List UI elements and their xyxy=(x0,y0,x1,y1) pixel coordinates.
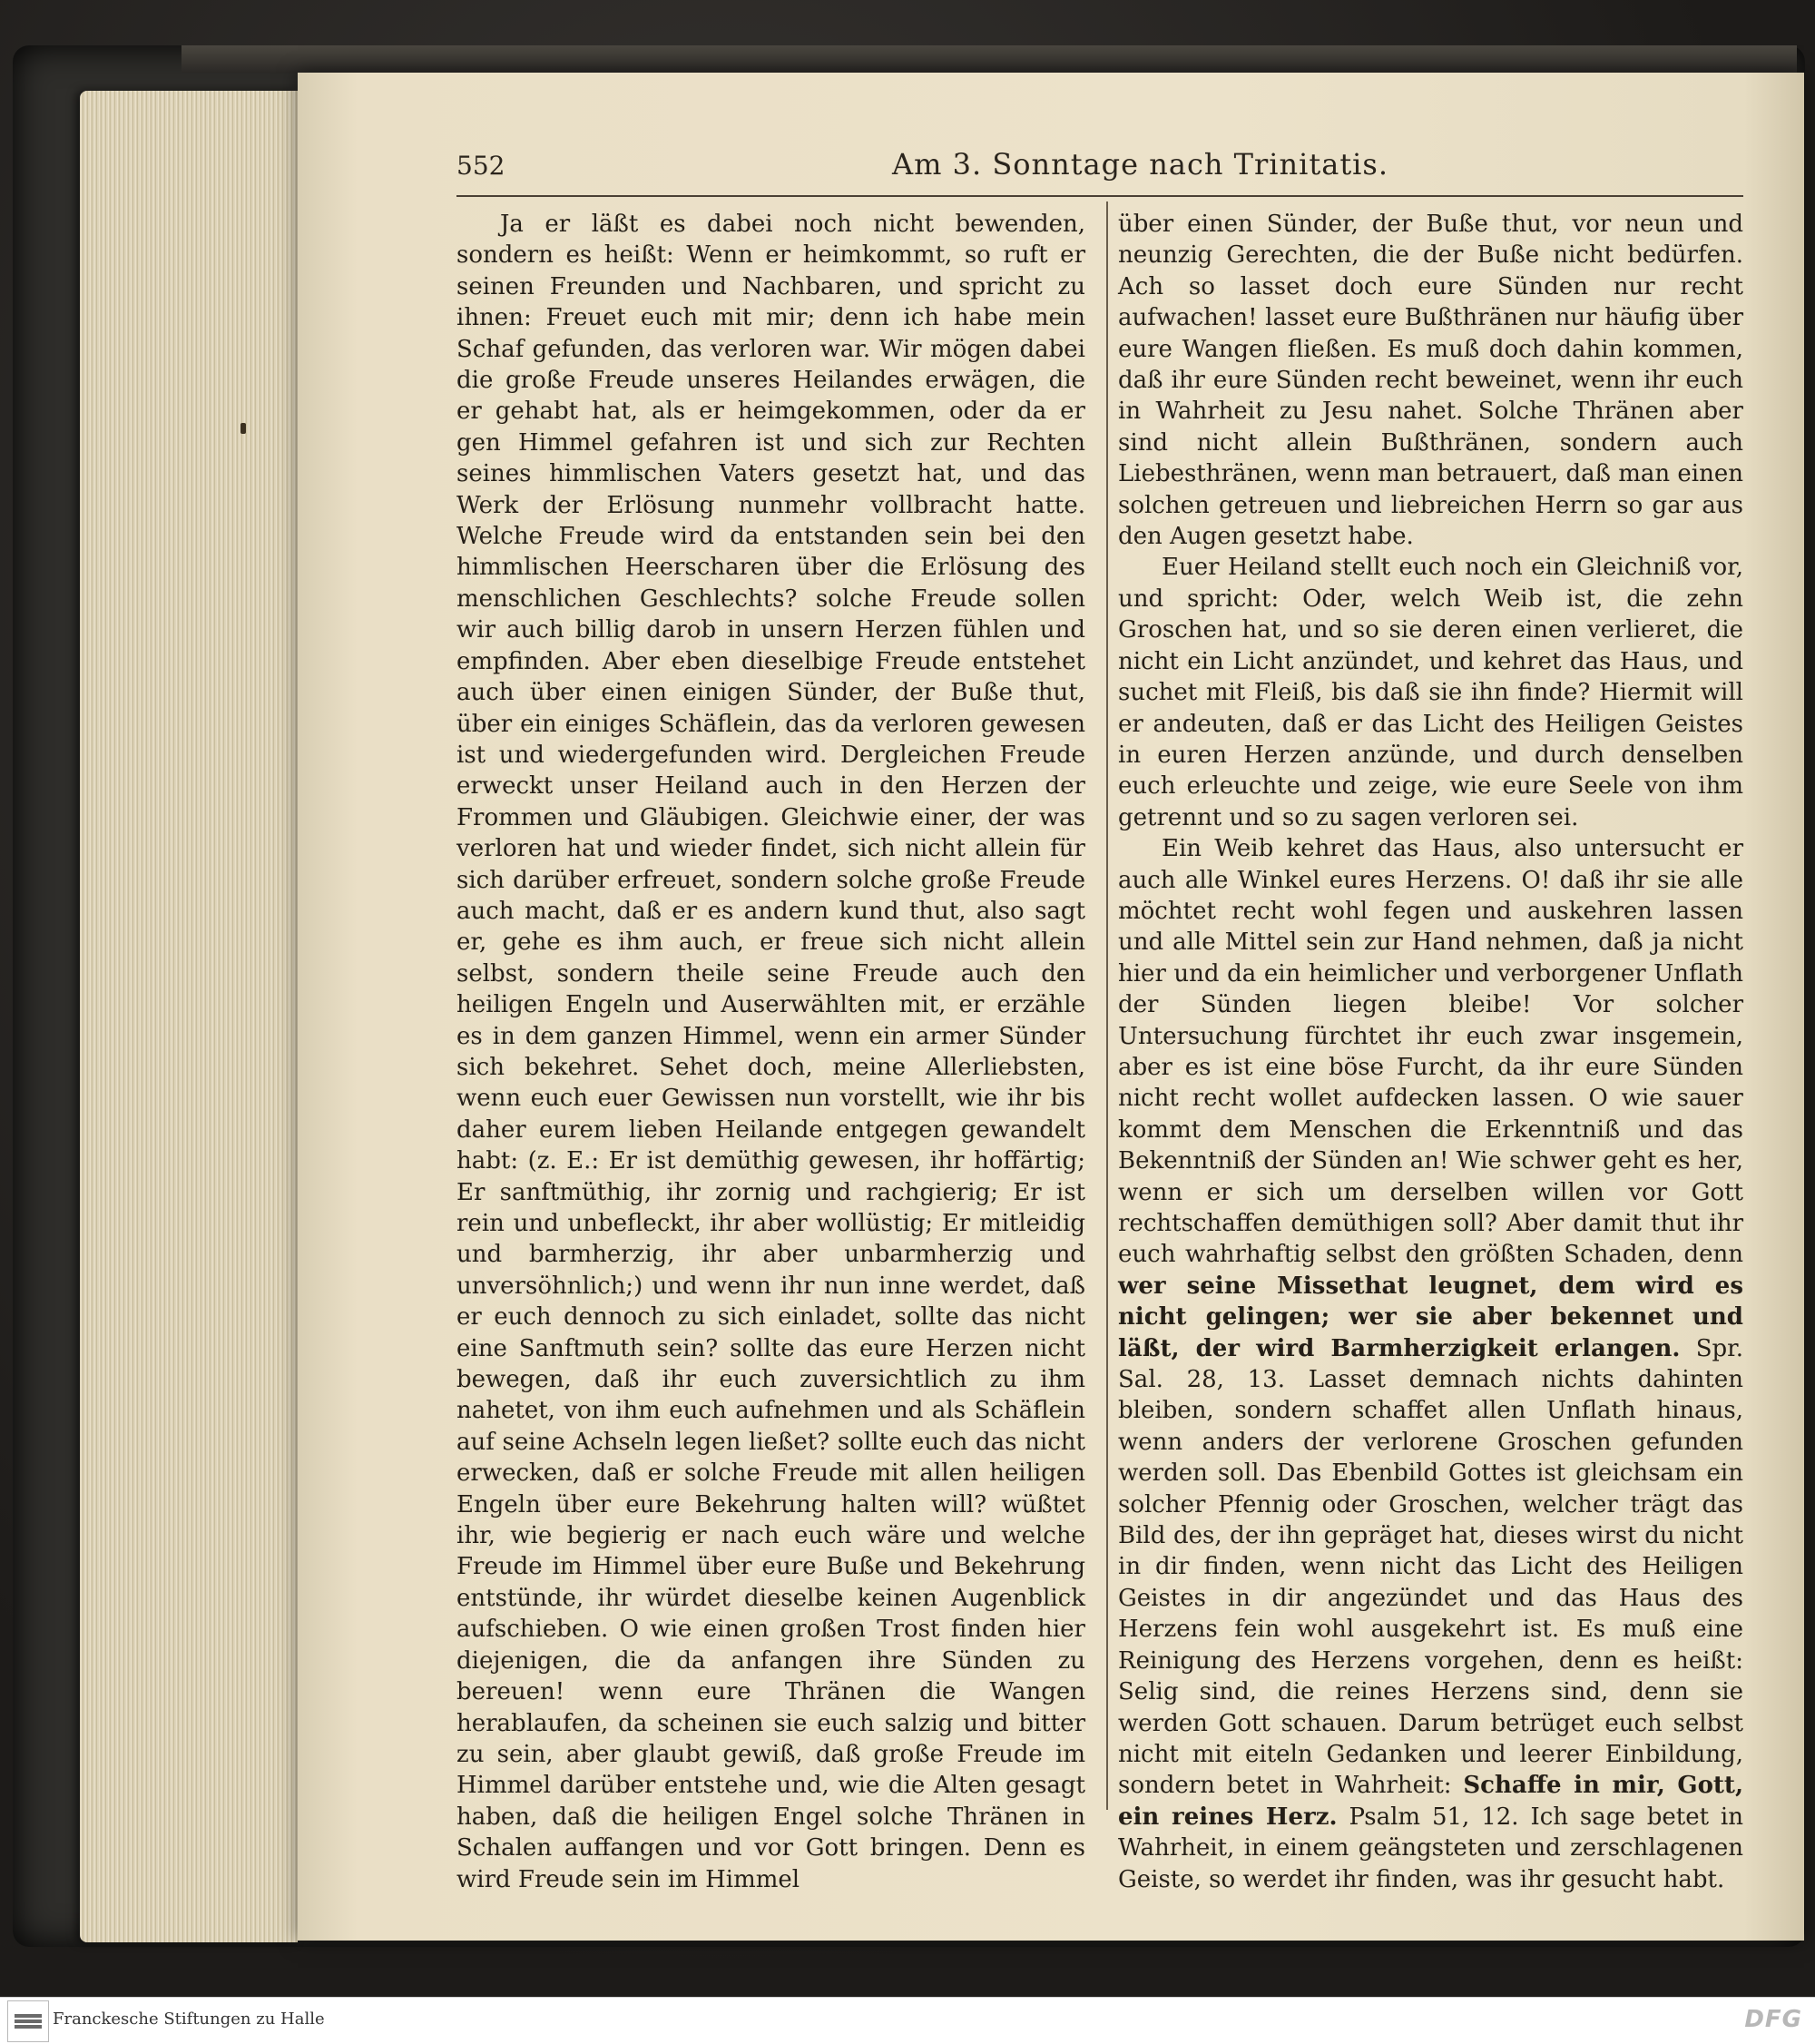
running-title: Am 3. Sonntage nach Trinitatis. xyxy=(892,147,1388,182)
paragraph-text: Ein Weib kehret das Haus, also untersucht er auch alle Winkel eures Herzens. O! daß ihr sie alle möchtet recht wohl fegen und auskehren lassen und alle Mittel sein zur Hand nehmen, daß ja nicht hier und da ein heimlicher und verborgener Unflath der Sünden liegen bleibe! Vor solcher Untersuchung fürchtet ihr euch zwar insgemein, aber es ist eine böse Furcht, da ihr eure Sünden nicht recht wollet aufdecken lassen. O wie sauer kommt dem Menschen die Erkenntniß und das Bekenntniß der Sünden an! Wie schwer geht es her, wenn er sich um derselben willen vor Gott rechtschaffen demüthigen soll? Aber damit thut ihr euch wahrhaftig selbst den größten Schaden, denn xyxy=(1118,835,1743,1269)
institution-logo-icon[interactable] xyxy=(7,2000,49,2042)
bible-quote-bold: Schaffe in mir, Gott, ein reines Herz. xyxy=(1118,1772,1743,1831)
paragraph xyxy=(1118,833,1743,1895)
bible-quote-bold: wer seine Missethat leugnet, dem wird es nicht gelingen; wer sie aber bekennet und läßt, der wird Barmherzigkeit erlangen. xyxy=(1118,1272,1743,1362)
column-divider xyxy=(1106,201,1108,1810)
paragraph-text: Psalm 51, 12. Ich sage betet in Wahrheit, in einem geängsteten und zerschlagenen Geiste, so werdet ihr finden, was ihr gesucht habt. xyxy=(1118,1803,1743,1893)
page-edges-stack xyxy=(80,91,298,1942)
paragraph: über einen Sünder, der Buße thut, vor neun und neunzig Gerechten, die der Buße nicht bedürfen. Ach so lasset doch eure Sünden nur recht aufwachen! lasset eure Bußthränen nur häufig über eure Wangen fließen. Es muß doch dahin kommen, daß ihr eure Sünden recht beweinet, wenn ihr euch in Wahrheit zu Jesu nahet. Solche Thränen aber sind nicht allein Bußthränen, sondern auch Liebesthränen, wenn man betrauert, daß man einen solchen getreuen und liebreichen Herrn so gar aus den Augen gesetzt habe. xyxy=(1118,211,1743,551)
paragraph-text: Spr. Sal. 28, 13. Lasset demnach nichts dahinten bleiben, sondern schaffet allen Unflath hinaus, wenn anders der verlorene Groschen gefunden werden soll. Das Ebenbild Gottes ist gleichsam ein solcher Pfennig oder Groschen, welcher trägt das Bild des, der ihn gepräget hat, dieses wirst du nicht in dir finden, wenn nicht das Licht des Heiligen Geistes in dir angezündet und das Haus des Herzens fein wohl ausgekehrt ist. Es muß eine Reinigung des Herzens vorgehen, denn es heißt: Selig sind, die reines Herzens sind, denn sie werden Gott schauen. Darum betrüget euch selbst nicht mit eiteln Gedanken und leerer Einbildung, sondern betet in Wahrheit: xyxy=(1118,1334,1743,1800)
right-column xyxy=(1118,209,1743,1895)
header-rule xyxy=(456,195,1743,197)
book-cover-top-edge xyxy=(182,45,1797,73)
page-number: 552 xyxy=(456,151,505,181)
institution-name[interactable]: Franckesche Stiftungen zu Halle xyxy=(53,2010,325,2029)
dfg-logo[interactable]: DFG xyxy=(1744,2006,1802,2033)
paragraph: Ja er läßt es dabei noch nicht bewenden, sondern es heißt: Wenn er heimkommt, so ruft er seinen Freunden und Nachbaren, und spricht zu ihnen: Freuet euch mit mir; denn ich habe mein Schaf gefunden, das verloren war. Wir mögen dabei die große Freude unseres Heilandes erwägen, die er gehabt hat, als er heimgekommen, oder da er gen Himmel gefahren ist und sich zur Rechten seines himmlischen Vaters gesetzt hat, und das Werk der Erlösung nunmehr vollbracht hatte. Welche Freude wird da entstanden sein bei den himmlischen Heerscharen über die Erlösung des menschlichen Geschlechts? solche Freude sollen wir auch billig darob in unsern Herzen fühlen und empfinden. Aber eben dieselbige Freude entstehet auch über einen einigen Sünder, der Buße thut, über ein einiges Schäflein, das da verloren gewesen ist und wiedergefunden wird. Dergleichen Freude erweckt unser Heiland auch in den Herzen der Frommen und Gläubigen. Gleichwie einer, der was verloren hat und wieder findet, sich nicht allein für sich darüber erfreuet, sondern solche große Freude auch macht, daß er es andern kund thut, also sagt er, gehe es ihm auch, er freue sich nicht allein selbst, sondern theile seine Freude auch den heiligen Engeln und Auserwählten mit, er erzähle es in dem ganzen Himmel, wenn ein armer Sünder sich bekehret. Sehet doch, meine Allerliebsten, wenn euch euer Gewissen nun vorstellt, wie ihr bis daher eurem lieben Heilande entgegen gewandelt habt: (z. E.: Er ist demüthig gewesen, ihr hoffärtig; Er sanftmüthig, ihr zornig und rachgierig; Er ist rein und unbefleckt, ihr aber wollüstig; Er mitleidig und barmherzig, ihr aber unbarmherzig und unversöhnlich;) und wenn ihr nun inne werdet, daß er euch dennoch zu sich einladet, sollte das nicht eine Sanftmuth sein? sollte das eure Herzen nicht bewegen, daß ihr euch zuversichtlich zu ihm nahetet, von ihm euch aufnehmen und als Schäflein auf seine Achseln legen ließet? sollte euch das nicht erwecken, daß er solche Freude mit allen heiligen Engeln über eure Bekehrung halten will? wüßtet ihr, wie begierig er nach euch wäre und welche Freude im Himmel über eure Buße und Bekehrung entstünde, ihr würdet dieselbe keinen Augenblick aufschieben. O wie einen großen Trost finden hier diejenigen, die da anfangen ihre Sünden zu bereuen! wenn eure Thränen die Wangen herablaufen, da scheinen sie euch salzig und bitter zu sein, aber glaubt gewiß, daß große Freude im Himmel darüber entstehe und, wie die Alten gesagt haben, daß die heiligen Engel solche Thränen in Schalen auffangen und vor Gott bringen. Denn es wird Freude sein im Himmel xyxy=(456,211,1085,1893)
left-column xyxy=(456,209,1085,1895)
page-edge-mark xyxy=(240,423,246,434)
running-head xyxy=(456,147,1743,191)
viewer-footer xyxy=(0,1997,1815,2044)
paragraph: Euer Heiland stellt euch noch ein Gleichniß vor, und spricht: Oder, welch Weib ist, die zehn Groschen hat, und so sie deren einen verlieret, die nicht ein Licht anzündet, und kehret das Haus, und suchet mit Fleiß, bis daß sie ihn finde? Hiermit will er andeuten, daß er das Licht des Heiligen Geistes in euren Herzen anzünde, und durch denselben euch erleuchte und zeige, wie eure Seele von ihm getrennt und so zu sagen verloren sei. xyxy=(1118,554,1743,831)
